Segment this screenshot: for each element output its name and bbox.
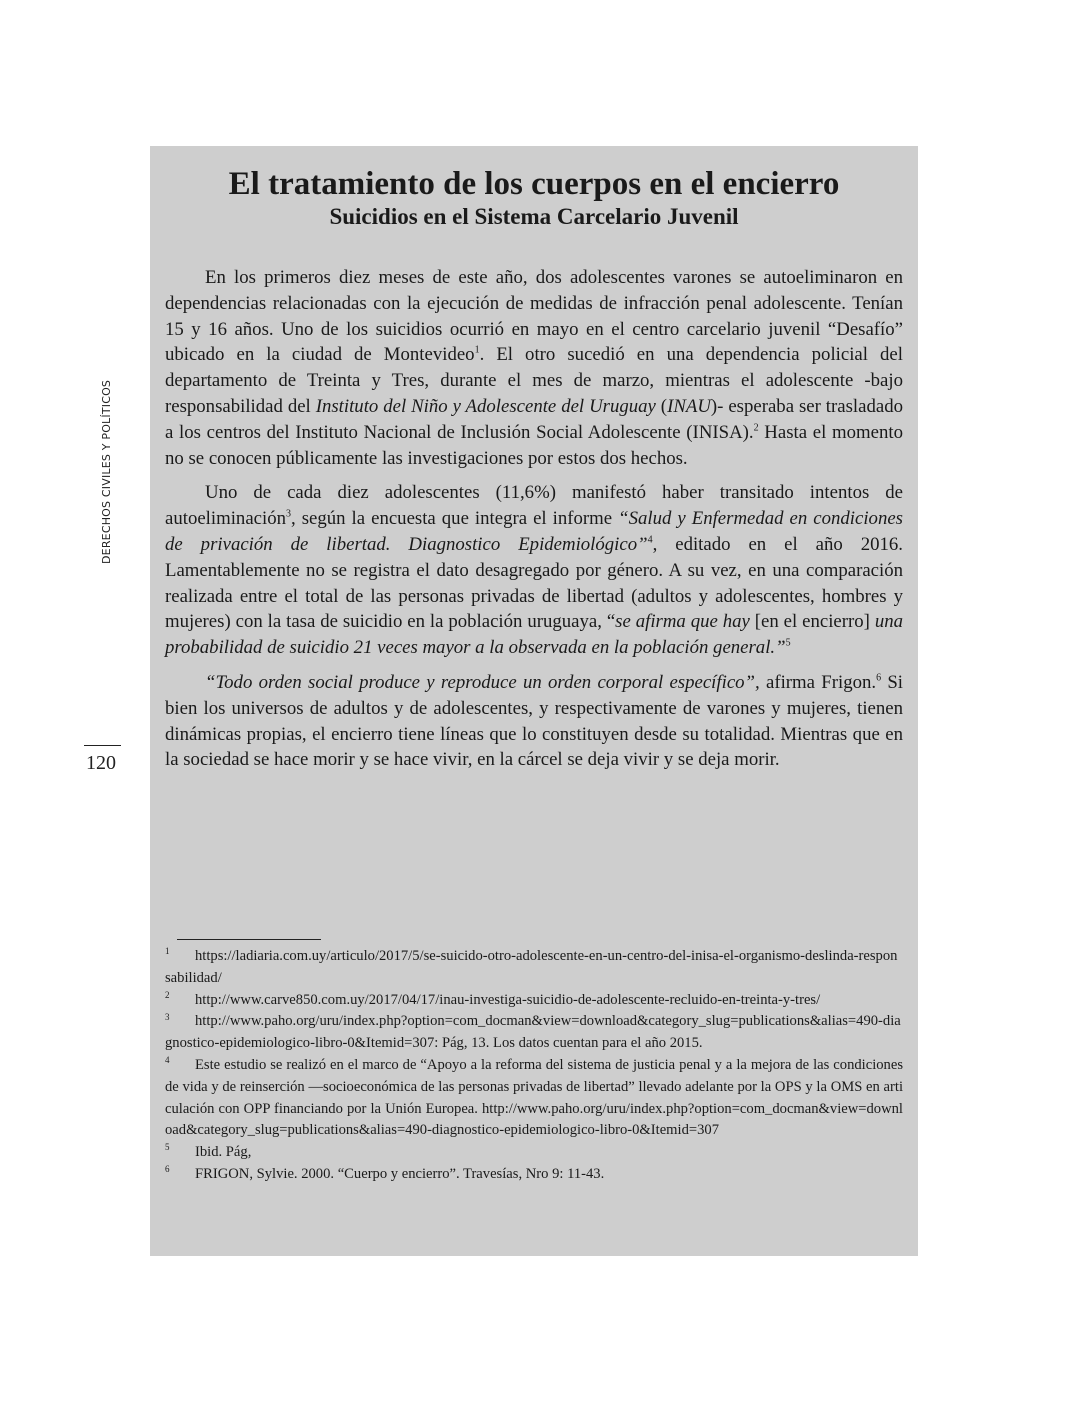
footnote-1: 1 https://ladiaria.com.uy/articulo/2017/5/se-suicido-otro-adolescente-en-un-centro-del-inisa-el-organismo-deslinda-responsabilidad/ xyxy=(165,946,898,986)
text-run: )- esperaba ser trasladado a los centros del Instituto Nacional de Inclusión Social Adolescente (INISA). xyxy=(165,395,903,443)
running-section-label: DERECHOS CIVILES Y POLÍTICOS xyxy=(100,379,113,564)
footnote-4: 4 Este estudio se realizó en el marco de “Apoyo a la reforma del sistema de justicia penal y a la mejora de las condiciones de vida y de reinserción —socioeconómica de las personas privadas de libertad” llevado adelante por la OPS y la OMS en articulación con OPP financiando por la Unión Europea. http://www.paho.org/uru/index.php?option=com_docman&view=download&category_slug=publications&alias=490-diagnostico-epidemiologico-libro-0&Itemid=307 xyxy=(165,1055,903,1139)
text-run: , según la encuesta que integra el informe xyxy=(291,508,619,530)
page-number-rule xyxy=(84,745,121,746)
page-number: 120 xyxy=(86,752,116,774)
article-body xyxy=(165,265,903,782)
footnote-text: Ibid. Pág, xyxy=(195,1144,252,1161)
footnote-5: 5 Ibid. Pág, xyxy=(165,1142,252,1161)
text-run: Si bien los universos de adultos y de adolescentes, y respectivamente de varones y mujeres, tienen dinámicas propias, el encierro tiene líneas que lo constituyen desde su totalidad. Mientras que en la sociedad se hace morir y se hace vivir, en la cárcel se deja vivir y se deja morir. xyxy=(165,671,904,771)
article-subtitle: Suicidios en el Sistema Carcelario Juvenil xyxy=(329,204,739,229)
institution-acronym: INAU xyxy=(667,395,711,417)
footnote-text: Este estudio se realizó en el marco de “Apoyo a la reforma del sistema de justicia penal y a la mejora de las condiciones de vida y de reinserción —socioeconómica de las personas privadas de libertad” llevado adelante por la OPS y la OMS en articulación con OPP financiando por la Unión Europea. http://www.paho.org/uru/index.php?option=com_docman&view=download&category_slug=publications&alias=490-diagnostico-epidemiologico-libro-0&Itemid=307 xyxy=(165,1056,903,1139)
paragraph-2 xyxy=(165,480,903,661)
paragraph-3 xyxy=(165,670,903,773)
quote-part-1: se afirma que hay xyxy=(615,611,750,633)
text-run: En los primeros diez meses de este año, dos adolescentes varones se autoeliminaron en dependencias relacionadas con la ejecución de medidas de infracción penal adolescente. Tenían 15 y 16 años. Uno de los suicidios ocurrió en mayo en el centro carcelario juvenil “Desafío” ubicado en la ciudad de Montevideo xyxy=(165,267,903,366)
text-run: Hasta el momento no se conocen públicamente las investigaciones por estos dos hechos. xyxy=(165,421,903,469)
report-title: “Salud y Enfermedad en condiciones de privación de libertad. Diagnostico Epidemiológico” xyxy=(165,508,903,555)
footnote-3: 3 http://www.paho.org/uru/index.php?option=com_docman&view=download&category_slug=publications&alias=490-diagnostico-epidemiologico-libro-0&Itemid=307: Pág, 13. Los datos cuentan para el año 2015. xyxy=(165,1011,901,1052)
footnote-2: 2 http://www.carve850.com.uy/2017/04/17/inau-investiga-suicidio-de-adolescente-recluido-en-treinta-y-tres/ xyxy=(165,989,821,1008)
footnote-separator xyxy=(177,939,321,940)
article-title: El tratamiento de los cuerpos en el encierro xyxy=(228,166,840,202)
footnote-text: http://www.paho.org/uru/index.php?option=com_docman&view=download&category_slug=publications&alias=490-diagnostico-epidemiologico-libro-0&Itemid=307: Pág, 13. Los datos cuentan para el año 2015. xyxy=(165,1013,901,1052)
quote-part-2: una probabilidad de suicidio 21 veces mayor a la observada en la población general.” xyxy=(165,611,904,659)
footnote-ref: 4 xyxy=(647,534,653,546)
footnote-ref: 2 xyxy=(753,422,759,434)
footnote-text: FRIGON, Sylvie. 2000. “Cuerpo y encierro”. Travesías, Nro 9: 11-43. xyxy=(195,1165,605,1182)
frigon-quote: “Todo orden social produce y reproduce un orden corporal específico”, xyxy=(205,671,760,693)
text-run: , editado en el año 2016. Lamentablemente no se registra el dato desagregado por género. A su vez, en una comparación realizada entre el total de las personas privadas de libertad (adultos y adolescentes, hombres y mujeres) con la tasa de suicidio en la población uruguaya, “ xyxy=(165,533,903,633)
footnote-text: https://ladiaria.com.uy/articulo/2017/5/se-suicido-otro-adolescente-en-un-centro-del-inisa-el-organismo-deslinda-responsabilidad/ xyxy=(165,948,898,986)
footnote-ref: 6 xyxy=(876,672,882,684)
text-run: [en el encierro] xyxy=(749,611,875,633)
text-run: . El otro sucedió en una dependencia policial del departamento de Treinta y Tres, durante el mes de marzo, mientras el adolescente -bajo responsabilidad del xyxy=(165,344,903,417)
institution-name: Instituto del Niño y Adolescente del Uruguay xyxy=(315,395,656,417)
footnote-ref: 1 xyxy=(474,345,480,357)
paragraph-1 xyxy=(165,265,903,471)
footnotes xyxy=(165,946,903,1186)
footnote-6: 6 FRIGON, Sylvie. 2000. “Cuerpo y encierro”. Travesías, Nro 9: 11-43. xyxy=(165,1164,605,1182)
text-run: afirma Frigon. xyxy=(759,671,877,693)
text-run: ( xyxy=(655,395,668,417)
text-run: Uno de cada diez adolescentes (11,6%) manifestó haber transitado intentos de autoeliminación xyxy=(165,482,903,530)
footnote-ref: 3 xyxy=(286,508,291,520)
article-box xyxy=(150,146,918,1256)
footnote-ref: 5 xyxy=(785,637,791,649)
footnote-text: http://www.carve850.com.uy/2017/04/17/inau-investiga-suicidio-de-adolescente-recluido-en-treinta-y-tres/ xyxy=(195,991,821,1008)
